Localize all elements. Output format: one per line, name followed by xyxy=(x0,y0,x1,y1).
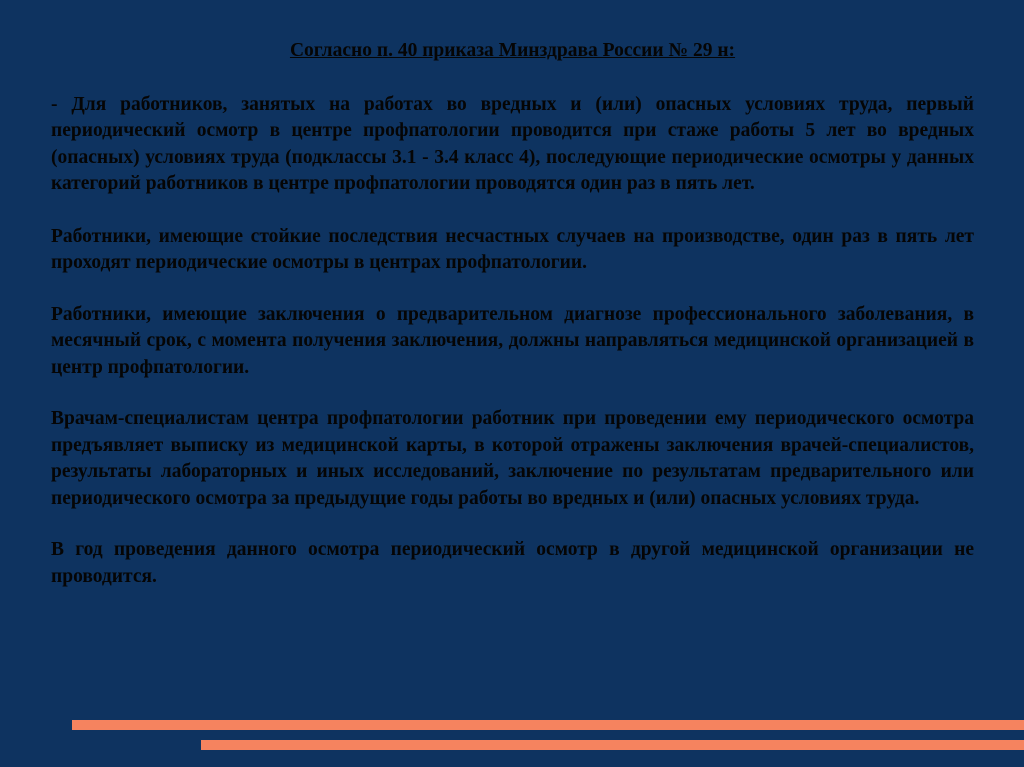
paragraph-periodic-exam: - Для работников, занятых на работах во вредных и (или) опасных условиях труда, первый периодический осмотр в центре профпатологии проводится при стаже работы 5 лет во вредных (опасных) условиях труда (подклассы 3.1 - 3.4 класс 4), последующие периодические осмотры у данных категорий работников в центре профпатологии проводятся один раз в пять лет. xyxy=(51,93,974,194)
paragraph-medical-extract: Врачам-специалистам центра профпатологии работник при проведении ему периодического осмотра предъявляет выписку из медицинской карты, в которой отражены заключения врачей-специалистов, результаты лабораторных и иных исследований, заключение по результатам предварительного или периодического осмотра за предыдущие годы работы во вредных и (или) опасных условиях труда. xyxy=(51,408,974,509)
decorative-bar-top xyxy=(72,720,1024,730)
paragraph-no-other-exam: В год проведения данного осмотра периодический осмотр в другой медицинской организации не проводится. xyxy=(51,539,974,587)
slide-title: Согласно п. 40 приказа Минздрава России № 29 н: xyxy=(289,40,736,61)
paragraph-accident-workers: Работники, имеющие стойкие последствия несчастных случаев на производстве, один раз в пять лет проходят периодические осмотры в центрах профпатологии. xyxy=(51,225,974,273)
decorative-bar-bottom xyxy=(201,740,1024,750)
slide-content xyxy=(51,38,974,615)
paragraph-preliminary-diagnosis: Работники, имеющие заключения о предварительном диагнозе профессионального заболевания, в месячный срок, с момента получения заключения, должны направляться медицинской организацией в центр профпатологии. xyxy=(51,303,974,378)
